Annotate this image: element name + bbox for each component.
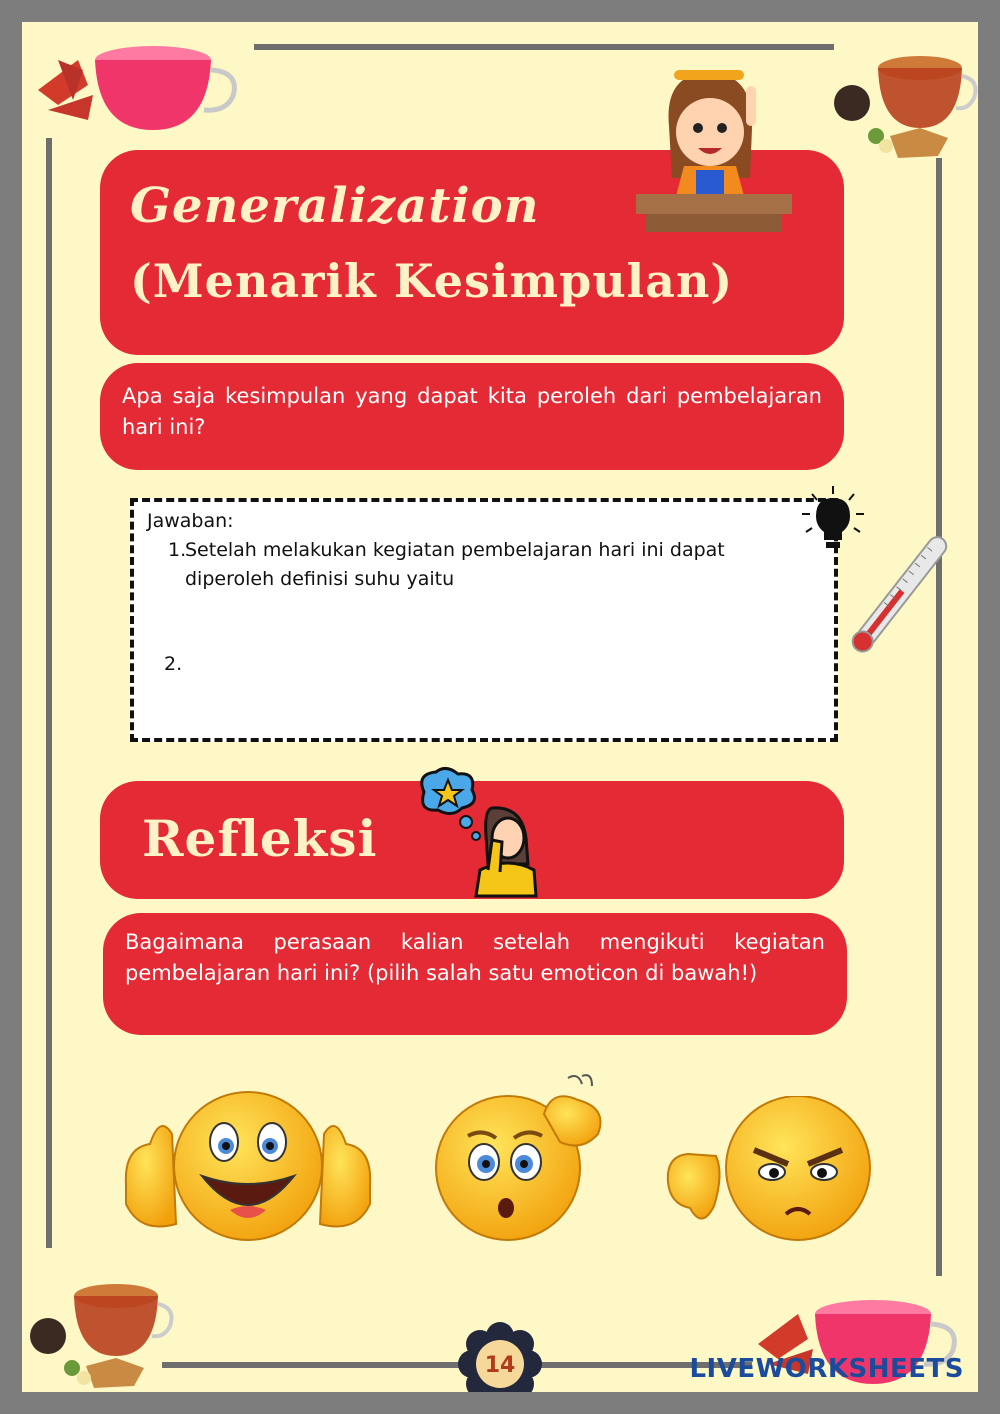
happy-emoji-icon[interactable] <box>120 1084 376 1252</box>
answer-label: Jawaban: <box>147 510 234 532</box>
reflection-prompt-banner <box>103 913 847 1035</box>
answer-box[interactable] <box>130 498 838 742</box>
page-number: 14 <box>484 1353 516 1378</box>
bottom-rule <box>162 1362 752 1368</box>
confused-emoji-icon[interactable] <box>432 1068 612 1248</box>
section-title: Generalization <box>130 178 540 234</box>
herbal-tea-icon <box>830 28 978 168</box>
left-rule <box>46 138 52 1248</box>
herbal-tea-icon <box>26 1256 176 1392</box>
brand-text: LIVEWORKSHEETS <box>689 1354 964 1384</box>
answer-item-2-number: 2. <box>164 653 183 675</box>
student-girl-icon <box>634 66 794 236</box>
liveworksheets-logo <box>689 1354 964 1384</box>
answer-item-1-text: Setelah melakukan kegiatan pembelajaran hari ini dapat diperoleh definisi suhu yaitu <box>185 539 725 590</box>
page-number-badge <box>458 1322 542 1392</box>
question-text: Apa saja kesimpulan yang dapat kita peroleh dari pembelajaran hari ini? <box>122 384 822 439</box>
worksheet-page <box>22 22 978 1392</box>
thinking-girl-icon <box>410 766 540 898</box>
question-banner <box>100 363 844 470</box>
reflection-prompt-text: Bagaimana perasaan kalian setelah mengikuti kegiatan pembelajaran hari ini? (pilih salah satu emoticon di bawah!) <box>125 930 825 985</box>
answer-item-1-number: 1. <box>168 539 187 561</box>
section-subtitle: (Menarik Kesimpulan) <box>130 254 734 308</box>
top-rule <box>254 44 834 50</box>
right-rule <box>936 158 942 1276</box>
thermometer-icon <box>844 520 954 670</box>
reflection-title: Refleksi <box>142 809 378 868</box>
tea-cup-icon <box>28 30 243 140</box>
angry-emoji-icon[interactable] <box>662 1096 882 1246</box>
